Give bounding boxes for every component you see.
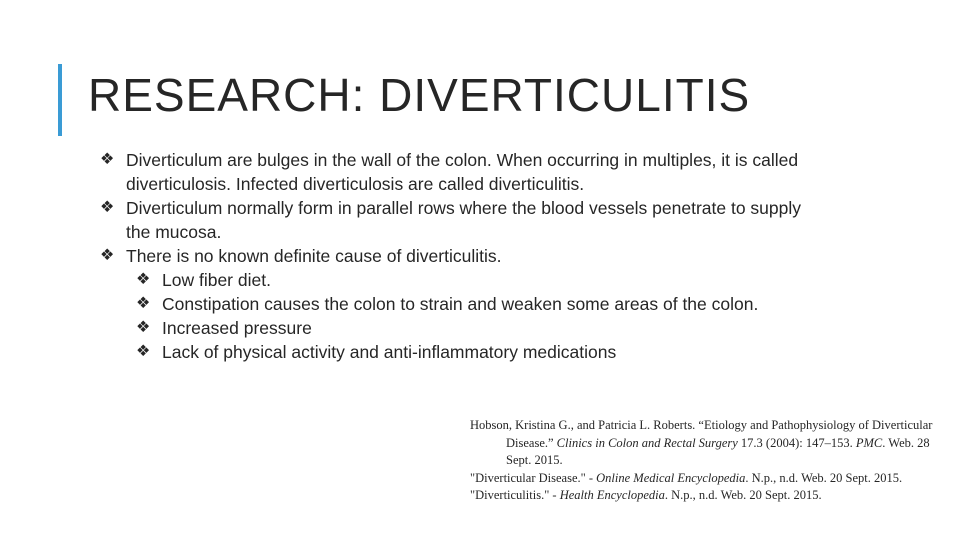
- sub-bullet-item: [136, 316, 830, 340]
- diamond-bullet-icon: ❖: [136, 271, 151, 288]
- diamond-bullet-icon: ❖: [136, 319, 151, 336]
- sub-bullet-item: [136, 340, 830, 364]
- bullet-item: [100, 244, 830, 268]
- reference-text: . Web. 28 Sept. 2015.: [506, 435, 930, 467]
- reference-entry: [470, 417, 940, 470]
- bullet-text: Diverticulum normally form in parallel rows where the blood vessels penetrate to supply the mucosa.: [126, 198, 802, 242]
- bullet-text: There is no known definite cause of diverticulitis.: [126, 246, 502, 266]
- reference-text: 17.3 (2004): 147–153.: [737, 435, 856, 450]
- bullet-item: [100, 196, 830, 244]
- bullet-item: [100, 148, 830, 196]
- diamond-bullet-icon: ❖: [100, 247, 115, 264]
- bullet-text: Diverticulum are bulges in the wall of the colon. When occurring in multiples, it is called diverticulosis. Infected diverticulosis are called diverticulitis.: [126, 150, 799, 194]
- reference-text: "Diverticulitis." -: [470, 488, 560, 502]
- bullet-text: Low fiber diet.: [162, 270, 271, 290]
- sub-bullet-item: [136, 292, 830, 316]
- slide-title: RESEARCH: DIVERTICULITIS: [88, 69, 751, 121]
- diamond-bullet-icon: ❖: [136, 295, 151, 312]
- reference-source: PMC: [855, 435, 883, 450]
- diamond-bullet-icon: ❖: [136, 343, 151, 360]
- reference-text: "Diverticular Disease." -: [470, 470, 597, 485]
- reference-entry: [470, 487, 940, 505]
- reference-source: Health Encyclopedia: [559, 488, 665, 502]
- reference-source: Online Medical Encyclopedia: [596, 470, 746, 485]
- reference-text: . N.p., n.d. Web. 20 Sept. 2015.: [745, 470, 903, 485]
- reference-source: Clinics in Colon and Rectal Surgery: [556, 435, 738, 450]
- bullet-list: [100, 148, 830, 364]
- bullet-text: Increased pressure: [162, 318, 312, 338]
- references-block: [470, 417, 940, 505]
- reference-entry: [470, 470, 940, 488]
- diamond-bullet-icon: ❖: [100, 151, 115, 168]
- sub-bullet-item: [136, 268, 830, 292]
- reference-text: . N.p., n.d. Web. 20 Sept. 2015.: [664, 488, 822, 502]
- bullet-text: Constipation causes the colon to strain and weaken some areas of the colon.: [162, 294, 759, 314]
- diamond-bullet-icon: ❖: [100, 199, 115, 216]
- reference-text: Hobson, Kristina G., and Patricia L. Roberts. “Etiology and Pathophysiology of Diverticular Disease.”: [470, 418, 933, 450]
- title-accent-bar: [58, 64, 62, 136]
- bullet-text: Lack of physical activity and anti-inflammatory medications: [162, 342, 617, 362]
